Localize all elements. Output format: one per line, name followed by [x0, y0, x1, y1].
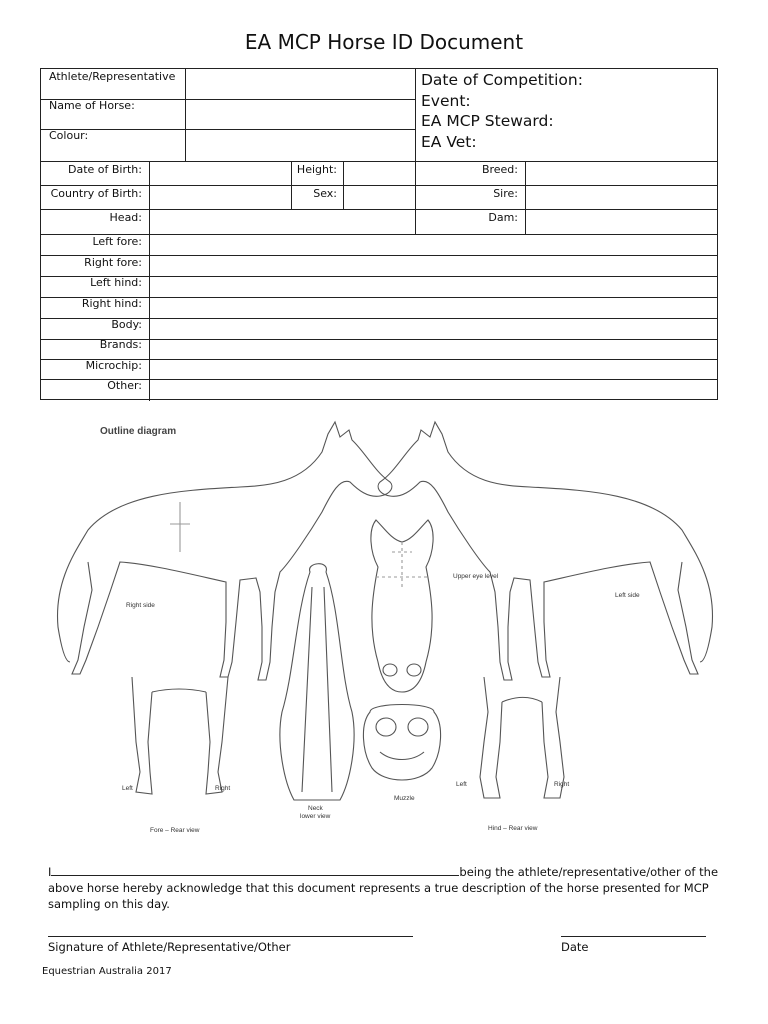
muzzle-label: Muzzle: [394, 795, 415, 802]
signature-line[interactable]: [48, 936, 413, 937]
lower-view-label: lower view: [300, 813, 331, 820]
divider: [525, 161, 526, 234]
colour-field[interactable]: [186, 130, 414, 160]
divider: [41, 339, 718, 340]
breed-label: Breed:: [481, 163, 518, 176]
acknowledgement: [48, 864, 728, 912]
athlete-field[interactable]: [186, 69, 414, 98]
right-hind-label: Right hind:: [81, 297, 142, 310]
neck-label: Neck: [308, 805, 323, 812]
divider: [41, 276, 718, 277]
sex-label: Sex:: [313, 187, 337, 200]
dob-label: Date of Birth:: [67, 163, 142, 176]
divider: [41, 318, 718, 319]
hind-right-label: Right: [554, 781, 570, 788]
divider: [41, 234, 718, 235]
height-label: Height:: [296, 163, 337, 176]
steward-label: EA MCP Steward:: [421, 112, 554, 130]
divider: [41, 185, 718, 186]
date-line[interactable]: [561, 936, 706, 937]
horse-outline-diagram[interactable]: [40, 412, 730, 842]
hind-left-label: Left: [456, 781, 467, 788]
divider: [41, 297, 718, 298]
left-side-label: Left side: [615, 592, 640, 599]
body-label: Body:: [111, 318, 142, 331]
divider: [343, 161, 344, 209]
divider: [41, 161, 718, 162]
event-label: Event:: [421, 91, 471, 110]
colour-label: Colour:: [49, 129, 89, 142]
ack-suffix: being the athlete/representative/other of: [459, 865, 696, 879]
name-blank[interactable]: [51, 864, 459, 876]
fore-right-label: Right: [215, 785, 231, 792]
divider: [41, 255, 718, 256]
date-of-competition-label: Date of Competition:: [421, 71, 583, 89]
divider: [41, 359, 718, 360]
country-label: Country of Birth:: [50, 187, 142, 200]
fore-rear-view-label: Fore – Rear view: [150, 827, 200, 834]
fore-left-label: Left: [122, 785, 133, 792]
divider: [149, 161, 150, 401]
head-label: Head:: [109, 211, 142, 224]
brands-label: Brands:: [99, 338, 142, 351]
left-hind-label: Left hind:: [90, 276, 142, 289]
microchip-label: Microchip:: [85, 359, 142, 372]
other-label: Other:: [107, 379, 142, 392]
competition-info: [421, 70, 583, 152]
hind-rear-view-label: Hind – Rear view: [488, 825, 538, 832]
ack-rest: the above horse hereby acknowledge that this document represents a true description of the horse presented for MCP sampling on this day.: [48, 865, 719, 911]
dam-label: Dam:: [488, 211, 518, 224]
horse-id-form: [40, 68, 718, 400]
left-fore-label: Left fore:: [92, 235, 142, 248]
ack-prefix: I: [48, 865, 52, 879]
signature-label: Signature of Athlete/Representative/Other: [48, 940, 291, 954]
page-title: EA MCP Horse ID Document: [244, 30, 524, 54]
date-label: Date: [561, 940, 589, 954]
vet-label: EA Vet:: [421, 132, 477, 151]
horse-name-field[interactable]: [186, 100, 414, 128]
divider: [41, 379, 718, 380]
right-side-label: Right side: [126, 602, 155, 609]
diagram-title: Outline diagram: [100, 426, 177, 437]
upper-eye-level-label: Upper eye level: [453, 573, 499, 580]
right-fore-label: Right fore:: [84, 256, 142, 269]
footer: Equestrian Australia 2017: [42, 966, 172, 977]
divider: [41, 209, 718, 210]
divider: [415, 69, 416, 161]
horse-name-label: Name of Horse:: [49, 99, 135, 112]
sire-label: Sire:: [493, 187, 518, 200]
athlete-label: Athlete/Representative: [49, 70, 176, 83]
